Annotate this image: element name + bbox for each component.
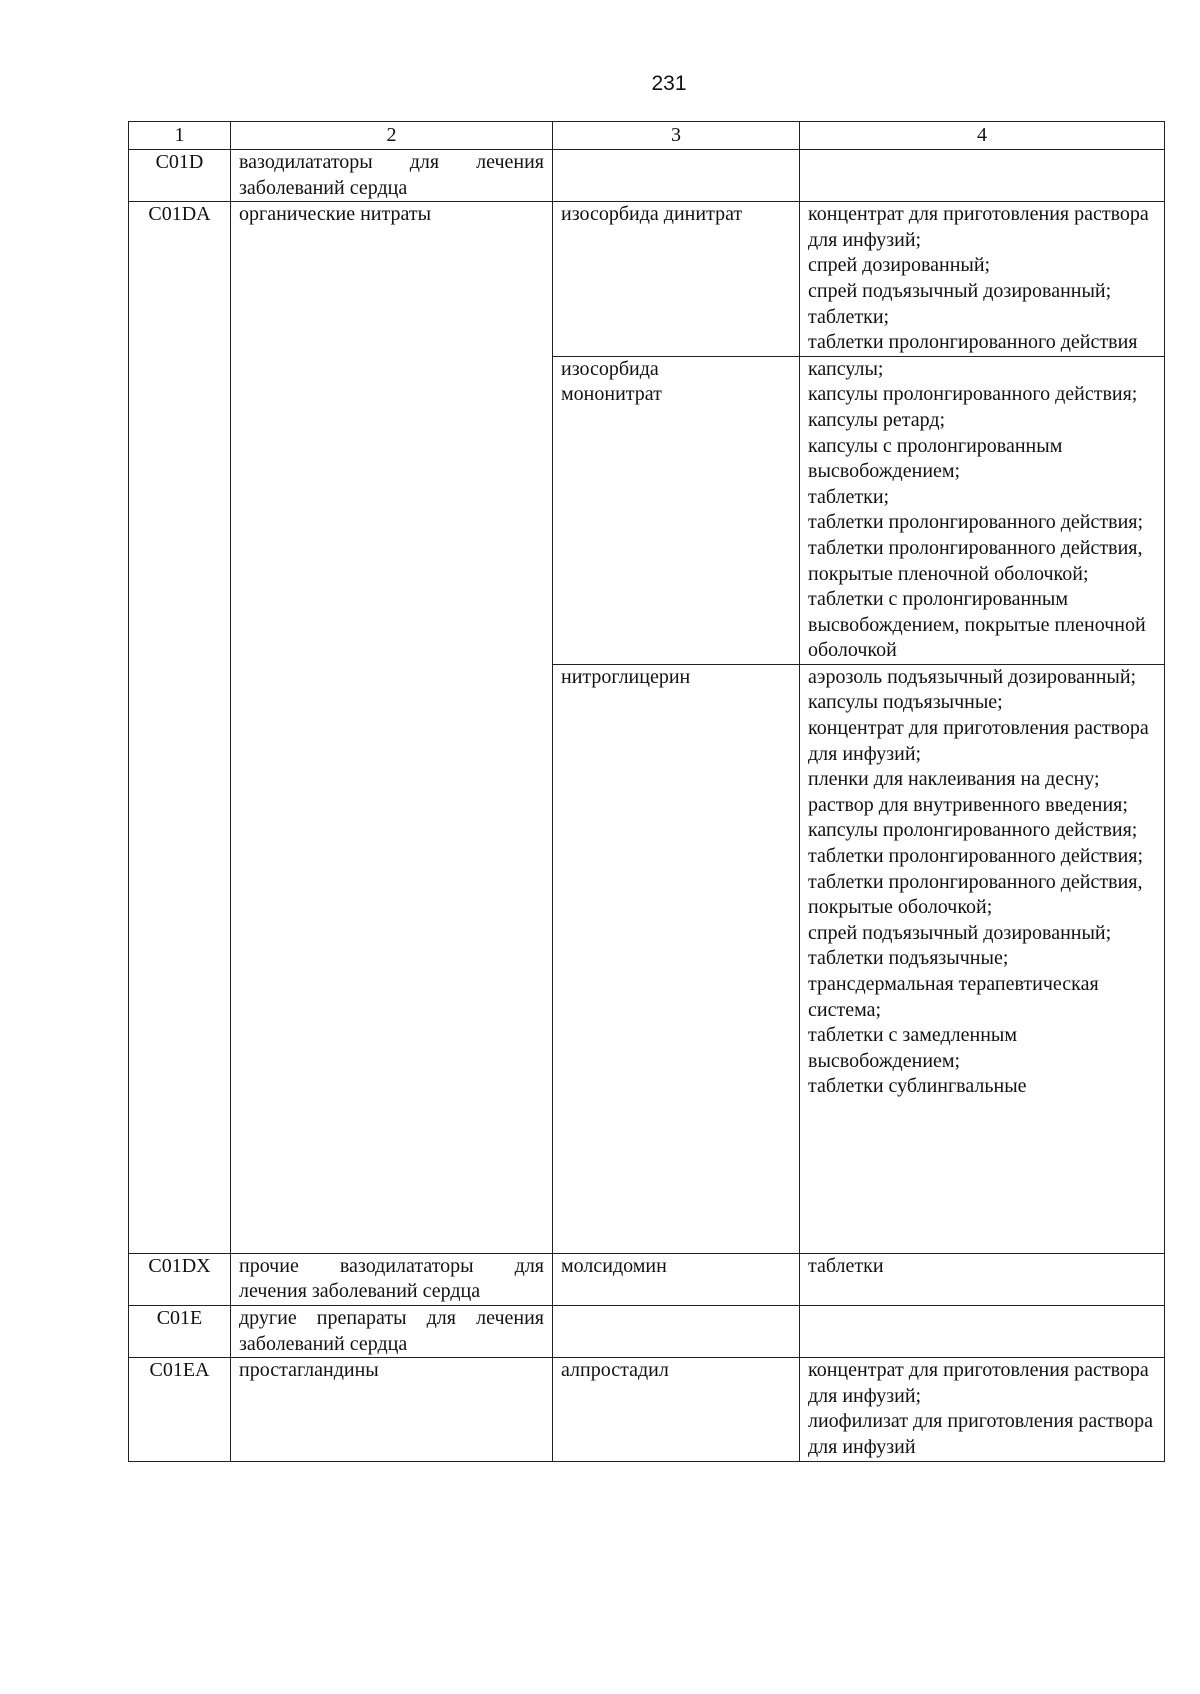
column-header-3: 3 [553, 122, 800, 150]
atc-code: C01EA [129, 1358, 231, 1461]
dosage-form: таблетки пролонгированного действия [808, 331, 1138, 354]
dosage-forms [800, 356, 1165, 664]
dosage-form: капсулы с пролонгированным высвобождением; [808, 434, 1063, 483]
atc-group-name: вазодилататоры для лечения заболеваний сердца [231, 150, 553, 202]
table-row [129, 150, 1165, 202]
dosage-form: раствор для внутривенного введения; [808, 793, 1128, 816]
dosage-form: аэрозоль подъязычный дозированный; [808, 665, 1137, 688]
dosage-form: таблетки; [808, 305, 890, 328]
atc-group-name: прочие вазодилататоры для лечения заболеваний сердца [231, 1253, 553, 1305]
dosage-form: таблетки пролонгированного действия; [808, 845, 1144, 868]
dosage-form: спрей дозированный; [808, 254, 991, 277]
dosage-form: трансдермальная терапевтическая система; [808, 973, 1099, 1021]
table-row [129, 1306, 1165, 1358]
atc-code: C01DX [129, 1253, 231, 1305]
drug-name: нитроглицерин [553, 664, 800, 1253]
dosage-form: таблетки подъязычные; [808, 947, 1009, 970]
atc-group-name: другие препараты для лечения заболеваний сердца [231, 1306, 553, 1358]
dosage-form: пленки для наклеивания на десну; [808, 768, 1100, 791]
dosage-form: таблетки пролонгированного действия; [808, 511, 1144, 534]
dosage-form: капсулы пролонгированного действия; [808, 383, 1138, 406]
atc-code: C01D [129, 150, 231, 202]
dosage-forms [800, 1306, 1165, 1358]
dosage-form: таблетки сублингвальные [808, 1075, 1027, 1098]
drug-name [553, 150, 800, 202]
dosage-forms [800, 664, 1165, 1253]
column-header-4: 4 [800, 122, 1165, 150]
dosage-form: концентрат для приготовления раствора для инфузий; [808, 717, 1149, 765]
table-header-row [129, 122, 1165, 150]
dosage-form: концентрат для приготовления раствора для инфузий; [808, 203, 1149, 251]
dosage-forms [800, 1253, 1165, 1305]
page-number: 231 [651, 72, 687, 95]
dosage-form: таблетки; [808, 485, 890, 508]
column-header-1: 1 [129, 122, 231, 150]
table-row [129, 1253, 1165, 1305]
table-row [129, 1358, 1165, 1461]
dosage-form: капсулы ретард; [808, 408, 946, 431]
dosage-form: лиофилизат для приготовления раствора для инфузий [808, 1410, 1154, 1459]
dosage-form: таблетки с пролонгированным высвобождением, покрытые пленочной оболочкой [808, 588, 1146, 662]
dosage-form: спрей подъязычный дозированный; [808, 921, 1112, 944]
drug-name: изосорбида динитрат [553, 202, 800, 357]
dosage-form: таблетки пролонгированного действия, покрытые оболочкой; [808, 870, 1143, 919]
atc-code: C01DA [129, 202, 231, 1254]
dosage-form: спрей подъязычный дозированный; [808, 279, 1112, 302]
atc-group-name: простагландины [231, 1358, 553, 1461]
atc-group-name: органические нитраты [231, 202, 553, 1254]
drug-name: изосорбида мононитрат [553, 356, 800, 664]
atc-code: C01E [129, 1306, 231, 1358]
dosage-forms [800, 1358, 1165, 1461]
drug-name [553, 1306, 800, 1358]
dosage-form: капсулы подъязычные; [808, 691, 1003, 714]
column-header-2: 2 [231, 122, 553, 150]
dosage-form: таблетки с замедленным высвобождением; [808, 1024, 1018, 1072]
dosage-forms [800, 202, 1165, 357]
drug-classification-table [128, 121, 1165, 1462]
dosage-form: таблетки [808, 1254, 884, 1277]
dosage-form: таблетки пролонгированного действия, покрытые пленочной оболочкой; [808, 536, 1143, 585]
drug-name: алпростадил [553, 1358, 800, 1461]
dosage-forms [800, 150, 1165, 202]
drug-name: молсидомин [553, 1253, 800, 1305]
dosage-form: капсулы; [808, 357, 884, 380]
dosage-form: капсулы пролонгированного действия; [808, 819, 1138, 842]
dosage-form: концентрат для приготовления раствора для инфузий; [808, 1359, 1149, 1407]
table-row [129, 202, 1165, 357]
